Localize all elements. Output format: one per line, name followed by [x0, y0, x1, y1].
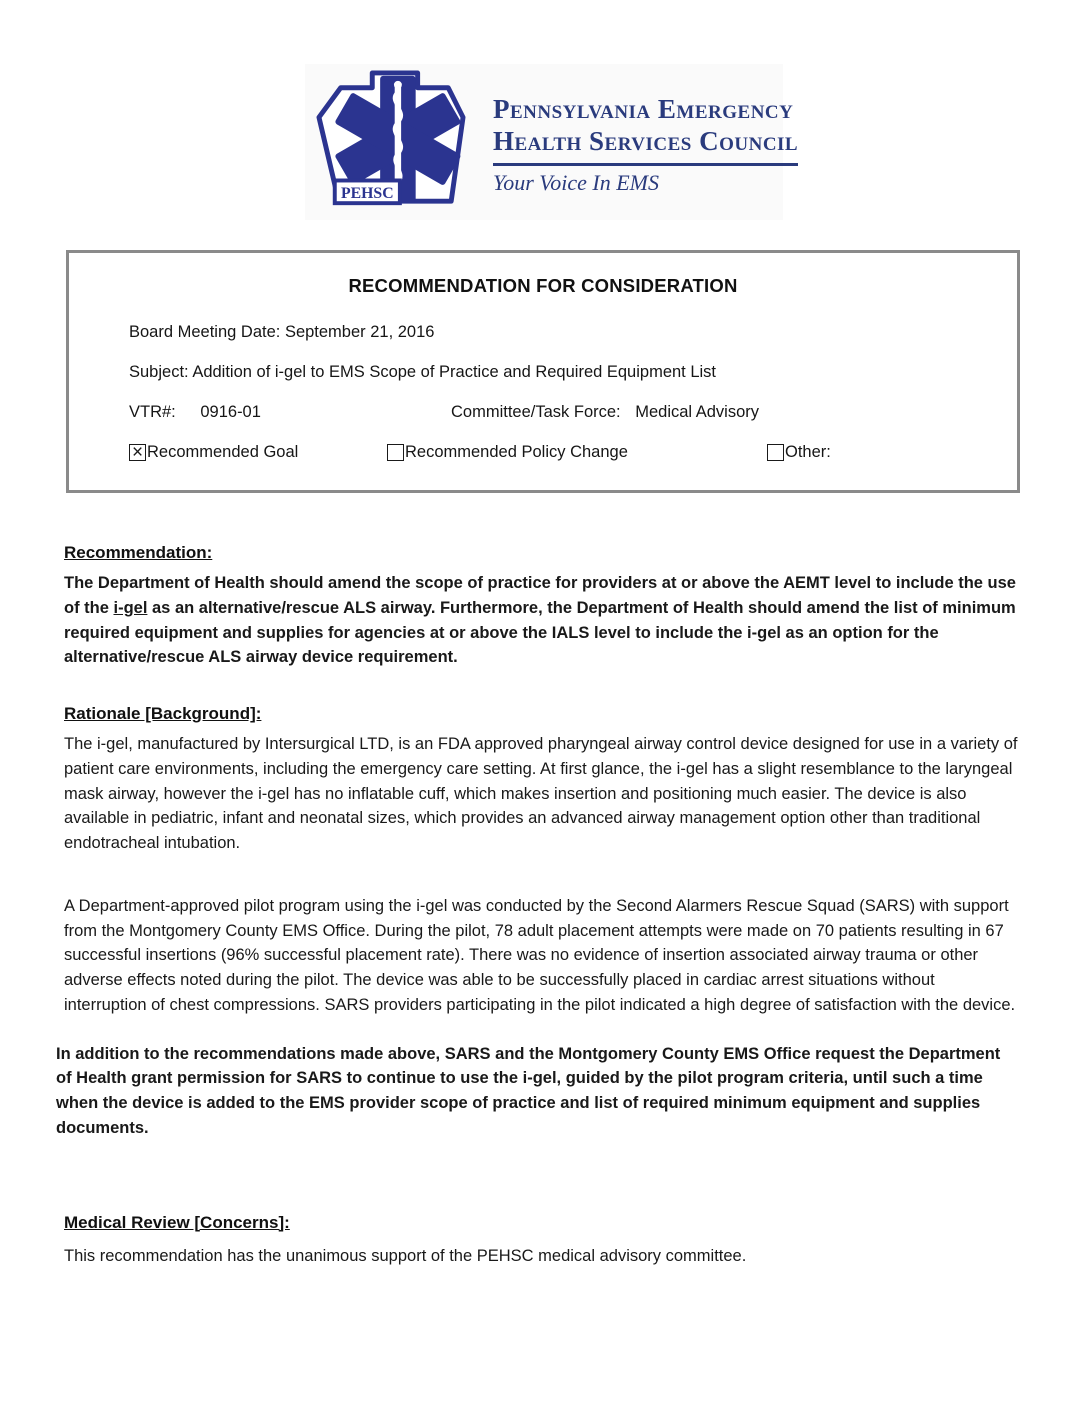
vtr-committee-row [129, 403, 957, 422]
board-meeting-date-label: Board Meeting Date: [129, 323, 281, 341]
logo-text-block [493, 88, 798, 196]
checkbox-unchecked-icon [767, 444, 784, 461]
recommendation-heading: Recommendation: [64, 543, 213, 562]
form-title: RECOMMENDATION FOR CONSIDERATION [348, 275, 738, 296]
rod-of-asclepius-icon [394, 81, 402, 192]
pehsc-logo [305, 64, 799, 220]
logo-acronym: PEHSC [341, 185, 394, 203]
board-meeting-date-value: September 21, 2016 [284, 323, 435, 341]
document-body [56, 543, 1018, 1268]
vtr-value: 0916-01 [200, 403, 261, 421]
recommendation-form-box [66, 250, 1020, 493]
subject-row [129, 363, 957, 382]
rationale-paragraph-3: In addition to the recommendations made above, SARS and the Montgomery County EMS Office request the Department of Health grant permission for SARS to continue to use the i-gel, guided by the pilot program criteria, until such a time when the device is added to the EMS provider scope of practice and list of required minimum equipment and supplies documents. [56, 1044, 1001, 1137]
subject-value: Addition of i-gel to EMS Scope of Practice and Required Equipment List [192, 363, 717, 381]
org-name-line2: Health Services Council [493, 126, 799, 156]
subject-label: Subject: [129, 363, 189, 381]
vtr-label: VTR#: [129, 403, 176, 421]
checkbox-recommended-policy-change-label: Recommended Policy Change [405, 443, 628, 461]
rationale-heading: Rationale [Background]: [64, 704, 262, 723]
medical-review-heading: Medical Review [Concerns]: [64, 1212, 290, 1232]
recommendation-paragraph [64, 571, 1018, 670]
checkbox-unchecked-icon [387, 444, 404, 461]
checkbox-other [767, 443, 831, 462]
committee-value: Medical Advisory [635, 403, 760, 421]
checkbox-recommended-goal [129, 443, 387, 462]
vtr-pair [129, 403, 451, 422]
rationale-paragraph-1: The i-gel, manufactured by Intersurgical LTD, is an FDA approved pharyngeal airway control device designed for use in a variety of patient care environments, including the emergency care setting. At first glance, the i-gel has a slight resemblance to the laryngeal mask airway, however the i-gel has no inflatable cuff, which makes insertion and positioning much easier. The device is also available in pediatric, infant and neonatal sizes, which provides an advanced airway management option other than traditional endotracheal intubation. [64, 735, 1018, 852]
committee-label: Committee/Task Force: [451, 403, 621, 421]
pehsc-emblem-icon [307, 68, 475, 216]
org-name-line1: Pennsylvania Emergency [493, 94, 794, 125]
checkbox-checked-icon: × [129, 444, 146, 461]
medical-review-paragraph: This recommendation has the unanimous support of the PEHSC medical advisory committee. [64, 1246, 747, 1265]
igel-underlined-term: i-gel [113, 598, 148, 617]
checkbox-row [129, 443, 957, 462]
committee-pair [451, 403, 759, 422]
recommendation-paragraph-part2: as an alternative/rescue ALS airway. Furthermore, the Department of Health should amend the list of minimum required equipment and supplies for agencies at or above the IALS level to include the i-gel as an option for the alternative/rescue ALS airway device requirement. [64, 598, 1016, 667]
rationale-paragraph-2: A Department-approved pilot program using the i-gel was conducted by the Second Alarmers Rescue Squad (SARS) with support from the Montgomery County EMS Office. During the pilot, 78 adult placement attempts were made on 70 patients resulting in 67 successful insertions (96% successful placement rate). There was no evidence of insertion associated airway trauma or other adverse effects noted during the pilot. The device was able to be successfully placed in cardiac arrest situations without interruption of chest compressions. SARS providers participating in the pilot indicated a high degree of satisfaction with the device. [64, 896, 1016, 1014]
checkbox-recommended-policy-change [387, 443, 767, 462]
logo-divider [493, 163, 798, 166]
logo-tagline: Your Voice In EMS [493, 169, 660, 195]
board-meeting-date-row [129, 323, 957, 342]
recommendation-paragraph-part1: The Department of Health should amend the scope of practice for providers at or above the AEMT level to include the use of the [64, 574, 1016, 617]
checkbox-recommended-goal-label: Recommended Goal [147, 443, 299, 461]
checkbox-other-label: Other: [785, 443, 831, 461]
